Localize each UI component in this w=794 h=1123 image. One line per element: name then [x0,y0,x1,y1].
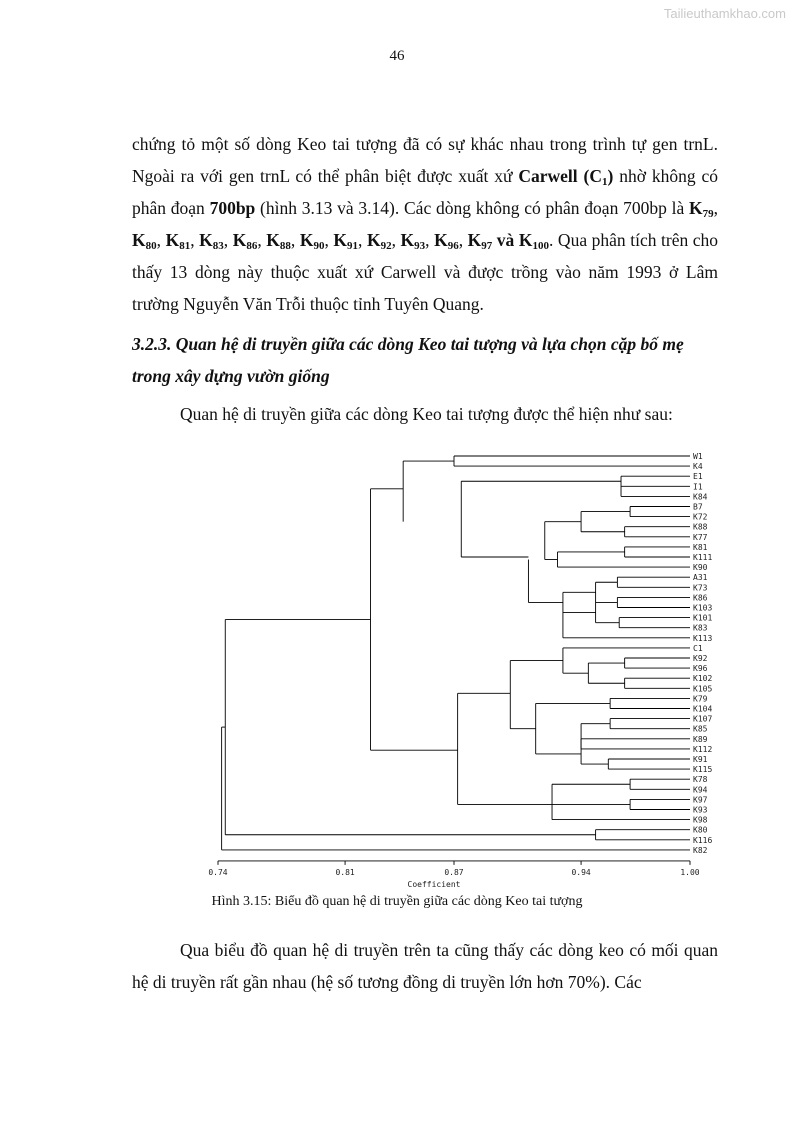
section-heading: 3.2.3. Quan hệ di truyền giữa các dòng Keo tai tượng và lựa chọn cặp bố mẹ trong xây dựng vườn giống [132,334,684,386]
line-k91: $K_{91}$ [333,230,358,252]
line-k92: $K_{92}$ [366,230,392,252]
line-k80: $K_{80}$ [132,230,157,252]
x-axis-title: Coefficient [407,879,461,889]
leaf-label: K115 [693,765,713,775]
leaf-label: A31 [693,573,708,583]
page-number: 46 [389,48,405,64]
leaf-label: K91 [693,755,708,764]
leaf-label: W1 [693,452,703,461]
leaf-label: K73 [693,583,708,593]
line-k96: $K_{96}$ [434,230,459,252]
line-k90: $K_{90}$ [299,230,325,252]
leaf-label: K84 [693,492,708,502]
leaf-label: K82 [693,845,708,855]
leaf-label: K78 [693,775,708,785]
leaf-label: K89 [693,734,708,744]
x-tick-label: 0.94 [571,867,591,877]
x-tick-label: 0.87 [444,867,464,877]
leaf-label: E1 [693,472,703,482]
intro-text: Quan hệ di truyền giữa các dòng Keo tai tượng được thể hiện như sau: [180,404,673,424]
leaf-label: K81 [693,542,708,552]
line-list: $K_{79}$, $K_{80}$, $K_{81}$, $K_{83}$, $K_{86}$, $K_{88}$, $K_{90}$, $K_{91}$, $K_{92}$, $K_{93}$, $K_{96}$, $K_{97}$ và $K_{100}$ [132,198,718,252]
leaf-label: K86 [693,593,708,603]
leaf-label: K85 [693,724,708,734]
leaf-label: I1 [693,482,703,492]
leaf-label: K107 [693,714,713,724]
leaf-label: K72 [693,512,708,522]
line-k93: $K_{93}$ [400,230,426,252]
paragraph-1: chứng tỏ một số dòng Keo tai tượng đã có sự khác nhau trong trình tự gen trnL. Ngoài ra với gen trnL có thể phân biệt được xuất xứ Carwell $(C_1)$ nhờ không có phân đoạn 700bp (hình 3.13 và 3.14). Các dòng không có phân đoạn 700bp là $K_{79}$, $K_{80}$, $K_{81}$, $K_{83}$, $K_{86}$, $K_{88}$, $K_{90}$, $K_{91}$, $K_{92}$, $K_{93}$, $K_{96}$, $K_{97}$ và $K_{100}$. Qua phân tích trên cho thấy 13 dòng này thuộc xuất xứ Carwell và được trồng vào năm 1993 ở Lâm trường Nguyễn Văn Trỗi thuộc tỉnh Tuyên Quang. [132,134,719,314]
leaf-label: K83 [693,623,708,633]
line-k83: $K_{83}$ [199,230,224,252]
leaf-label: B7 [693,502,703,512]
dendrogram-chart [200,448,720,890]
leaf-label: K93 [693,805,708,815]
leaf-label: K112 [693,744,713,754]
line-k81: $K_{81}$ [165,230,191,252]
leaf-label: K94 [693,785,708,795]
watermark: Tailieuthamkhao.com [663,6,786,21]
leaf-label: K101 [693,613,713,623]
leaf-label: K113 [693,633,713,643]
leaf-label: K104 [693,704,713,714]
line-k100: $K_{100}$ [518,230,549,252]
leaf-label: K98 [693,815,708,825]
x-tick-label: 0.74 [208,867,228,877]
x-tick-label: 1.00 [680,867,700,877]
paragraph-2: Qua biểu đồ quan hệ di truyền trên ta cũng thấy các dòng keo có mối quan hệ di truyền rất gần nhau (hệ số tương đồng di truyền lớn hơn 70%). Các [132,940,718,992]
leaf-label: K105 [693,684,713,694]
leaf-label: K79 [693,694,708,704]
line-k79: $K_{79}$ [688,198,714,220]
leaf-label: K80 [693,825,708,835]
line-k86: $K_{86}$ [232,230,258,252]
leaf-label: K92 [693,654,708,663]
leaf-label: K111 [693,553,713,562]
bp-label: 700bp [209,198,256,218]
leaf-label: K97 [693,795,708,805]
leaf-label: K103 [693,603,713,613]
leaf-label: K102 [693,674,713,684]
figure-caption: Hình 3.15: Biểu đồ quan hệ di truyền giữa các dòng Keo tai tượng [211,894,583,909]
line-k88: $K_{88}$ [266,230,291,252]
leaf-label: C1 [693,643,703,653]
leaf-label: K90 [693,563,708,573]
leaf-label: K77 [693,532,708,542]
leaf-label: K4 [693,462,703,472]
leaf-label: K96 [693,664,708,674]
carwell-label: Carwell $(C_1)$ [518,166,614,188]
line-k97: $K_{97}$ [467,230,493,252]
leaf-label: K88 [693,522,708,532]
x-tick-label: 0.81 [335,867,355,877]
leaf-label: K116 [693,835,713,845]
